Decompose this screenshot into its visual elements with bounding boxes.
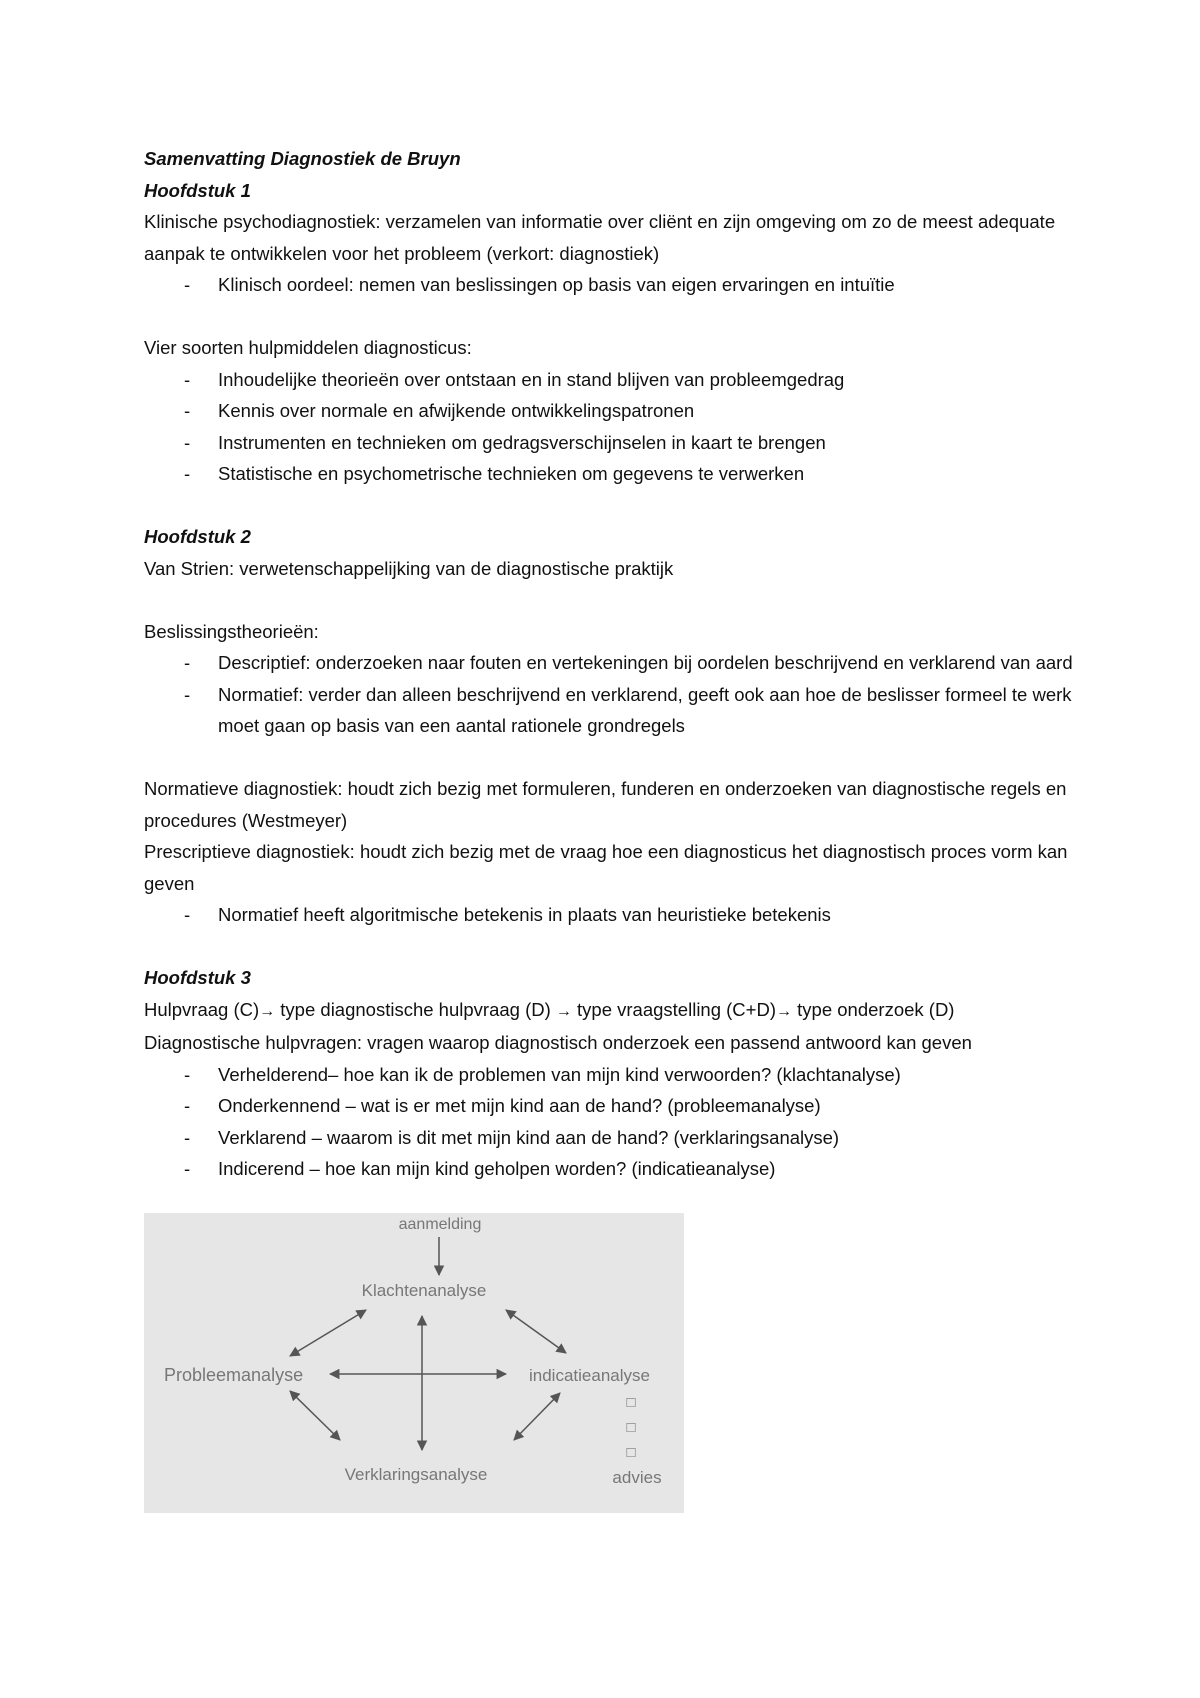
list-item: - Instrumenten en technieken om gedragsverschijnselen in kaart te brengen xyxy=(144,427,1074,459)
heading-hoofdstuk-1: Hoofdstuk 1 xyxy=(144,179,251,201)
box-icon: □ xyxy=(626,1444,636,1461)
paragraph-prescriptieve-diagnostiek: Prescriptieve diagnostiek: houdt zich bezig met de vraag hoe een diagnosticus het diagnostisch proces vorm kan geven xyxy=(144,841,1068,894)
list-item: - Onderkennend – wat is er met mijn kind aan de hand? (probleemanalyse) xyxy=(144,1090,1074,1122)
paragraph-hulpvraag-flow xyxy=(144,994,1074,1028)
label-verklaringsanalyse: Verklaringsanalyse xyxy=(344,1465,488,1484)
paragraph-diagnostische-hulpvragen: Diagnostische hulpvragen: vragen waarop diagnostisch onderzoek een passend antwoord kan geven xyxy=(144,1032,972,1053)
list-item: - Normatief heeft algoritmische betekenis in plaats van heuristieke betekenis xyxy=(144,899,1074,931)
list-beslissingstheorieen xyxy=(144,647,1074,742)
paragraph-beslissingstheorieen: Beslissingstheorieën: xyxy=(144,620,319,642)
paragraph-van-strien: Van Strien: verwetenschappelijking van de diagnostische praktijk xyxy=(144,557,674,579)
analysis-diagram xyxy=(144,1213,684,1513)
arrow-verklaring-indicatie xyxy=(514,1393,560,1440)
list-item: - Normatief: verder dan alleen beschrijvend en verklarend, geeft ook aan hoe de beslisser formeel te werk moet gaan op basis van een aantal rationele grondregels xyxy=(144,679,1074,742)
paragraph-klinische-psychodiagnostiek: Klinische psychodiagnostiek: verzamelen van informatie over cliënt en zijn omgeving om zo de meest adequate aanpak te ontwikkelen voor het probleem (verkort: diagnostiek) xyxy=(144,211,1056,264)
document-title: Samenvatting Diagnostiek de Bruyn xyxy=(144,148,461,169)
list-normatief xyxy=(144,899,1074,931)
list-item: - Inhoudelijke theorieën over ontstaan en in stand blijven van probleemgedrag xyxy=(144,364,1074,396)
list-item: - Klinisch oordeel: nemen van beslissingen op basis van eigen ervaringen en intuïtie xyxy=(144,269,1074,301)
arrow-right-icon: → xyxy=(555,1002,572,1020)
arrow-right-icon: → xyxy=(776,1002,792,1020)
label-advies: advies xyxy=(612,1468,662,1487)
flow-step-vraagstelling: type vraagstelling (C+D) xyxy=(571,998,776,1020)
paragraph-vier-soorten: Vier soorten hulpmiddelen diagnosticus: xyxy=(144,337,472,358)
list-item: - Verhelderend– hoe kan ik de problemen van mijn kind verwoorden? (klachtanalyse) xyxy=(144,1059,1074,1091)
list-item: - Kennis over normale en afwijkende ontwikkelingspatronen xyxy=(144,395,1074,427)
arrow-probleem-verklaring xyxy=(290,1391,340,1440)
label-klachtenanalyse: Klachtenanalyse xyxy=(361,1281,487,1300)
arrow-klacht-indicatie xyxy=(506,1310,566,1353)
label-aanmelding: aanmelding xyxy=(398,1216,482,1233)
flow-step-onderzoek: type onderzoek (D) xyxy=(792,998,955,1020)
box-icon: □ xyxy=(626,1394,636,1411)
heading-hoofdstuk-2: Hoofdstuk 2 xyxy=(144,526,251,547)
flow-step-hulpvraag: Hulpvraag (C) xyxy=(144,998,260,1020)
paragraph-normatieve-diagnostiek: Normatieve diagnostiek: houdt zich bezig met formuleren, funderen en onderzoeken van diagnostische regels en procedures (Westmeyer) xyxy=(144,778,1067,831)
list-item: - Descriptief: onderzoeken naar fouten en vertekeningen bij oordelen beschrijvend en verklarend van aard xyxy=(144,647,1074,679)
analysis-diagram-svg xyxy=(144,1213,684,1513)
box-icon: □ xyxy=(626,1419,636,1436)
label-probleemanalyse: Probleemanalyse xyxy=(164,1365,304,1385)
list-item: - Indicerend – hoe kan mijn kind geholpen worden? (indicatieanalyse) xyxy=(144,1153,1074,1185)
list-item: - Verklarend – waarom is dit met mijn kind aan de hand? (verklaringsanalyse) xyxy=(144,1122,1074,1154)
list-hulpmiddelen xyxy=(144,364,1074,490)
arrow-right-icon: → xyxy=(259,1002,276,1020)
list-item: - Statistische en psychometrische technieken om gegevens te verwerken xyxy=(144,458,1074,490)
list-hulpvragen xyxy=(144,1059,1074,1185)
arrow-klacht-probleem xyxy=(290,1310,366,1356)
list-klinisch-oordeel xyxy=(144,269,1074,301)
document-body xyxy=(144,143,1074,1185)
heading-hoofdstuk-3: Hoofdstuk 3 xyxy=(144,967,251,988)
flow-step-type-hulpvraag: type diagnostische hulpvraag (D) xyxy=(275,998,556,1020)
label-indicatieanalyse: indicatieanalyse xyxy=(529,1366,650,1385)
